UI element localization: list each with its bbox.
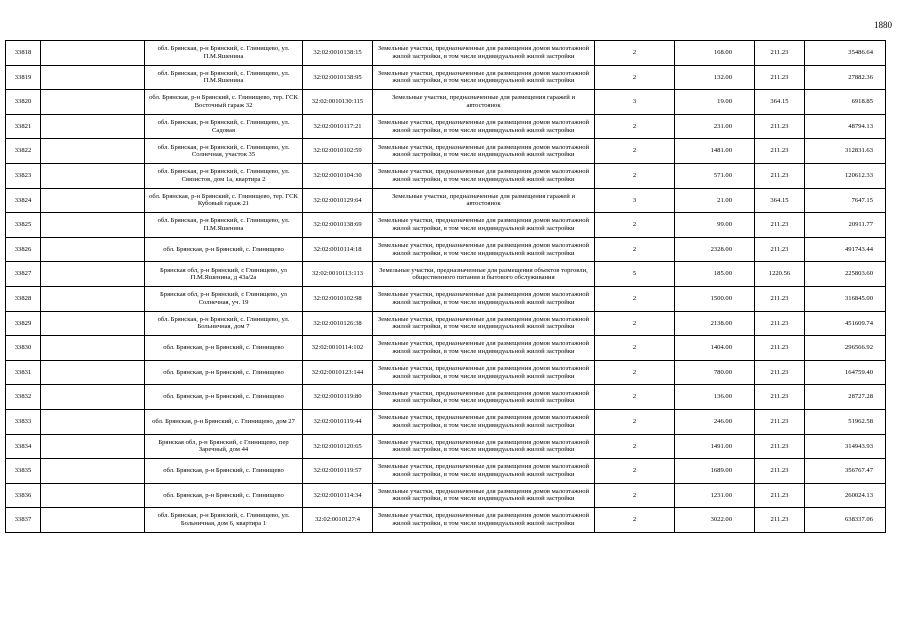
land-use-cell: Земельные участки, предназначенные для размещения гаражей и автостоянок bbox=[373, 90, 595, 115]
row-number: 33827 bbox=[6, 262, 41, 287]
address-cell: обл. Брянская, р-н Брянский, с. Глинищево, ул. Больничная, дом 6, квартира 1 bbox=[145, 508, 303, 533]
rate-cell: 211.23 bbox=[755, 163, 805, 188]
category-code-cell: 2 bbox=[595, 336, 675, 361]
cadastral-number-cell: 32:02:0010102:98 bbox=[303, 286, 373, 311]
land-use-cell: Земельные участки, предназначенные для размещения домов малоэтажной жилой застройки, в том числе индивидуальной жилой застройки bbox=[373, 114, 595, 139]
rate-cell: 211.23 bbox=[755, 459, 805, 484]
category-code-cell: 2 bbox=[595, 360, 675, 385]
row-number: 33831 bbox=[6, 360, 41, 385]
empty-cell bbox=[41, 385, 145, 410]
cadastral-value-cell: 51962.58 bbox=[805, 409, 886, 434]
rate-cell: 211.23 bbox=[755, 385, 805, 410]
address-cell: обл. Брянская, р-н Брянский, с. Глинищево, ул. Больничная, дом 7 bbox=[145, 311, 303, 336]
land-use-cell: Земельные участки, предназначенные для размещения домов малоэтажной жилой застройки, в том числе индивидуальной жилой застройки bbox=[373, 336, 595, 361]
table-row bbox=[6, 139, 886, 164]
rate-cell: 211.23 bbox=[755, 286, 805, 311]
area-cell: 246.00 bbox=[675, 409, 755, 434]
address-cell: обл. Брянская, р-н Брянский, с. Глинищево, ул. П.М.Яшенина bbox=[145, 65, 303, 90]
empty-cell bbox=[41, 360, 145, 385]
cadastral-number-cell: 32:02:0010119:44 bbox=[303, 409, 373, 434]
empty-cell bbox=[41, 508, 145, 533]
area-cell: 2328.00 bbox=[675, 237, 755, 262]
row-number: 33818 bbox=[6, 41, 41, 66]
cadastral-value-cell: 260024.13 bbox=[805, 483, 886, 508]
table-row bbox=[6, 360, 886, 385]
table-row bbox=[6, 483, 886, 508]
area-cell: 571.00 bbox=[675, 163, 755, 188]
cadastral-number-cell: 32:02:0010127:4 bbox=[303, 508, 373, 533]
cadastral-value-cell: 20911.77 bbox=[805, 213, 886, 238]
rate-cell: 211.23 bbox=[755, 311, 805, 336]
rate-cell: 211.23 bbox=[755, 508, 805, 533]
cadastral-value-cell: 312831.63 bbox=[805, 139, 886, 164]
rate-cell: 364.15 bbox=[755, 90, 805, 115]
cadastral-number-cell: 32:02:0010126:38 bbox=[303, 311, 373, 336]
cadastral-number-cell: 32:02:0010113:113 bbox=[303, 262, 373, 287]
area-cell: 1231.00 bbox=[675, 483, 755, 508]
cadastral-value-cell: 296566.92 bbox=[805, 336, 886, 361]
row-number: 33824 bbox=[6, 188, 41, 213]
address-cell: обл. Брянская, р-н Брянский, с. Глинищево bbox=[145, 360, 303, 385]
row-number: 33834 bbox=[6, 434, 41, 459]
category-code-cell: 2 bbox=[595, 114, 675, 139]
empty-cell bbox=[41, 188, 145, 213]
cadastral-value-cell: 638337.06 bbox=[805, 508, 886, 533]
category-code-cell: 2 bbox=[595, 139, 675, 164]
empty-cell bbox=[41, 237, 145, 262]
row-number: 33820 bbox=[6, 90, 41, 115]
category-code-cell: 2 bbox=[595, 409, 675, 434]
rate-cell: 211.23 bbox=[755, 409, 805, 434]
land-use-cell: Земельные участки, предназначенные для размещения домов малоэтажной жилой застройки, в том числе индивидуальной жилой застройки bbox=[373, 139, 595, 164]
land-use-cell: Земельные участки, предназначенные для размещения домов малоэтажной жилой застройки, в том числе индивидуальной жилой застройки bbox=[373, 409, 595, 434]
table-row bbox=[6, 459, 886, 484]
cadastral-number-cell: 32:02:0010138:95 bbox=[303, 65, 373, 90]
area-cell: 1404.00 bbox=[675, 336, 755, 361]
cadastral-number-cell: 32:02:0010119:57 bbox=[303, 459, 373, 484]
cadastral-number-cell: 32:02:0010117:21 bbox=[303, 114, 373, 139]
cadastral-number-cell: 32:02:0010104:30 bbox=[303, 163, 373, 188]
table-row bbox=[6, 286, 886, 311]
cadastral-value-cell: 491743.44 bbox=[805, 237, 886, 262]
category-code-cell: 2 bbox=[595, 213, 675, 238]
cadastral-value-cell: 316845.00 bbox=[805, 286, 886, 311]
cadastral-value-cell: 7647.15 bbox=[805, 188, 886, 213]
table-row bbox=[6, 65, 886, 90]
empty-cell bbox=[41, 262, 145, 287]
category-code-cell: 2 bbox=[595, 237, 675, 262]
category-code-cell: 2 bbox=[595, 385, 675, 410]
empty-cell bbox=[41, 459, 145, 484]
row-number: 33826 bbox=[6, 237, 41, 262]
empty-cell bbox=[41, 483, 145, 508]
category-code-cell: 2 bbox=[595, 41, 675, 66]
row-number: 33836 bbox=[6, 483, 41, 508]
empty-cell bbox=[41, 90, 145, 115]
category-code-cell: 2 bbox=[595, 508, 675, 533]
row-number: 33822 bbox=[6, 139, 41, 164]
rate-cell: 211.23 bbox=[755, 41, 805, 66]
cadastral-number-cell: 32:02:0010120:65 bbox=[303, 434, 373, 459]
cadastral-value-cell: 35486.64 bbox=[805, 41, 886, 66]
cadastral-value-cell: 164759.40 bbox=[805, 360, 886, 385]
area-cell: 1481.00 bbox=[675, 139, 755, 164]
cadastral-value-cell: 27882.36 bbox=[805, 65, 886, 90]
address-cell: обл. Брянская, р-н Брянский, с. Глинищево, ул. Солнечная, участок 35 bbox=[145, 139, 303, 164]
area-cell: 231.00 bbox=[675, 114, 755, 139]
land-use-cell: Земельные участки, предназначенные для размещения домов малоэтажной жилой застройки, в том числе индивидуальной жилой застройки bbox=[373, 459, 595, 484]
row-number: 33832 bbox=[6, 385, 41, 410]
address-cell: обл. Брянская, р-н Брянский, с. Глинищево, ул. Садовая bbox=[145, 114, 303, 139]
cadastral-value-cell: 28727.28 bbox=[805, 385, 886, 410]
rate-cell: 1220.56 bbox=[755, 262, 805, 287]
row-number: 33821 bbox=[6, 114, 41, 139]
table-row bbox=[6, 163, 886, 188]
table-row bbox=[6, 114, 886, 139]
area-cell: 1500.00 bbox=[675, 286, 755, 311]
category-code-cell: 2 bbox=[595, 163, 675, 188]
empty-cell bbox=[41, 213, 145, 238]
category-code-cell: 2 bbox=[595, 434, 675, 459]
cadastral-number-cell: 32:02:0010123:144 bbox=[303, 360, 373, 385]
area-cell: 99.00 bbox=[675, 213, 755, 238]
row-number: 33825 bbox=[6, 213, 41, 238]
cadastral-number-cell: 32:02:0010130:115 bbox=[303, 90, 373, 115]
land-use-cell: Земельные участки, предназначенные для размещения домов малоэтажной жилой застройки, в том числе индивидуальной жилой застройки bbox=[373, 163, 595, 188]
cadastral-value-cell: 120612.33 bbox=[805, 163, 886, 188]
table-row bbox=[6, 311, 886, 336]
empty-cell bbox=[41, 65, 145, 90]
area-cell: 21.00 bbox=[675, 188, 755, 213]
empty-cell bbox=[41, 163, 145, 188]
rate-cell: 211.23 bbox=[755, 114, 805, 139]
land-use-cell: Земельные участки, предназначенные для размещения домов малоэтажной жилой застройки, в том числе индивидуальной жилой застройки bbox=[373, 508, 595, 533]
cadastral-value-cell: 451609.74 bbox=[805, 311, 886, 336]
address-cell: обл. Брянская, р-н Брянский, с. Глинищево, ул. Связистов, дом 1а, квартира 2 bbox=[145, 163, 303, 188]
rate-cell: 211.23 bbox=[755, 483, 805, 508]
table-row bbox=[6, 188, 886, 213]
row-number: 33830 bbox=[6, 336, 41, 361]
empty-cell bbox=[41, 41, 145, 66]
table-row bbox=[6, 409, 886, 434]
rate-cell: 211.23 bbox=[755, 237, 805, 262]
cadastral-number-cell: 32:02:0010114:102 bbox=[303, 336, 373, 361]
page-number: 1880 bbox=[874, 20, 892, 30]
address-cell: обл. Брянская, р-н Брянский, с. Глинищево bbox=[145, 237, 303, 262]
land-use-cell: Земельные участки, предназначенные для размещения домов малоэтажной жилой застройки, в том числе индивидуальной жилой застройки bbox=[373, 237, 595, 262]
empty-cell bbox=[41, 114, 145, 139]
cadastral-number-cell: 32:02:0010138:15 bbox=[303, 41, 373, 66]
cadastral-number-cell: 32:02:0010114:18 bbox=[303, 237, 373, 262]
area-cell: 1689.00 bbox=[675, 459, 755, 484]
area-cell: 185.00 bbox=[675, 262, 755, 287]
table-row bbox=[6, 434, 886, 459]
address-cell: обл. Брянская, р-н Брянский, с. Глинищево, ул. П.М.Яшенина bbox=[145, 213, 303, 238]
row-number: 33819 bbox=[6, 65, 41, 90]
category-code-cell: 2 bbox=[595, 459, 675, 484]
cadastral-number-cell: 32:02:0010119:80 bbox=[303, 385, 373, 410]
category-code-cell: 2 bbox=[595, 65, 675, 90]
cadastral-value-cell: 356767.47 bbox=[805, 459, 886, 484]
area-cell: 3022.00 bbox=[675, 508, 755, 533]
address-cell: обл. Брянская, р-н Брянский, с. Глинищево bbox=[145, 459, 303, 484]
land-use-cell: Земельные участки, предназначенные для размещения домов малоэтажной жилой застройки, в том числе индивидуальной жилой застройки bbox=[373, 65, 595, 90]
category-code-cell: 2 bbox=[595, 286, 675, 311]
row-number: 33833 bbox=[6, 409, 41, 434]
rate-cell: 211.23 bbox=[755, 434, 805, 459]
empty-cell bbox=[41, 286, 145, 311]
land-use-cell: Земельные участки, предназначенные для размещения домов малоэтажной жилой застройки, в том числе индивидуальной жилой застройки bbox=[373, 385, 595, 410]
land-registry-table bbox=[5, 40, 886, 533]
table-row bbox=[6, 385, 886, 410]
rate-cell: 211.23 bbox=[755, 65, 805, 90]
cadastral-number-cell: 32:02:0010138:69 bbox=[303, 213, 373, 238]
address-cell: Брянская обл, р-н Брянский, с Глинищево, ул Солнечная, уч. 19 bbox=[145, 286, 303, 311]
table-row bbox=[6, 90, 886, 115]
area-cell: 19.00 bbox=[675, 90, 755, 115]
empty-cell bbox=[41, 336, 145, 361]
address-cell: Брянская обл, р-н Брянский, с Глинищево, ул П.М.Яшенина, д 43а/2а bbox=[145, 262, 303, 287]
cadastral-number-cell: 32:02:0010102:59 bbox=[303, 139, 373, 164]
rate-cell: 364.15 bbox=[755, 188, 805, 213]
empty-cell bbox=[41, 139, 145, 164]
land-use-cell: Земельные участки, предназначенные для размещения домов малоэтажной жилой застройки, в том числе индивидуальной жилой застройки bbox=[373, 483, 595, 508]
rate-cell: 211.23 bbox=[755, 360, 805, 385]
address-cell: обл. Брянская, р-н Брянский, с. Глинищево, тер. ГСК Восточный гараж 32 bbox=[145, 90, 303, 115]
category-code-cell: 3 bbox=[595, 188, 675, 213]
area-cell: 2138.00 bbox=[675, 311, 755, 336]
address-cell: Брянская обл, р-н Брянский, с Глинищево, пер Заречный, дом 44 bbox=[145, 434, 303, 459]
area-cell: 780.00 bbox=[675, 360, 755, 385]
address-cell: обл. Брянская, р-н Брянский, с. Глинищево, ул. П.М.Яшенина bbox=[145, 41, 303, 66]
cadastral-value-cell: 225803.60 bbox=[805, 262, 886, 287]
row-number: 33837 bbox=[6, 508, 41, 533]
row-number: 33823 bbox=[6, 163, 41, 188]
table-row bbox=[6, 237, 886, 262]
address-cell: обл. Брянская, р-н Брянский, с. Глинищево bbox=[145, 483, 303, 508]
rate-cell: 211.23 bbox=[755, 213, 805, 238]
land-use-cell: Земельные участки, предназначенные для размещения домов малоэтажной жилой застройки, в том числе индивидуальной жилой застройки bbox=[373, 311, 595, 336]
row-number: 33829 bbox=[6, 311, 41, 336]
category-code-cell: 5 bbox=[595, 262, 675, 287]
row-number: 33835 bbox=[6, 459, 41, 484]
land-use-cell: Земельные участки, предназначенные для размещения объектов торговли, общественного питания и бытового обслуживания bbox=[373, 262, 595, 287]
land-use-cell: Земельные участки, предназначенные для размещения домов малоэтажной жилой застройки, в том числе индивидуальной жилой застройки bbox=[373, 213, 595, 238]
cadastral-number-cell: 32:02:0010129:64 bbox=[303, 188, 373, 213]
table-row bbox=[6, 336, 886, 361]
empty-cell bbox=[41, 434, 145, 459]
cadastral-value-cell: 48794.13 bbox=[805, 114, 886, 139]
empty-cell bbox=[41, 311, 145, 336]
land-use-cell: Земельные участки, предназначенные для размещения гаражей и автостоянок bbox=[373, 188, 595, 213]
cadastral-value-cell: 314943.93 bbox=[805, 434, 886, 459]
address-cell: обл. Брянская, р-н Брянский, с. Глинищево bbox=[145, 336, 303, 361]
category-code-cell: 2 bbox=[595, 483, 675, 508]
land-use-cell: Земельные участки, предназначенные для размещения домов малоэтажной жилой застройки, в том числе индивидуальной жилой застройки bbox=[373, 434, 595, 459]
row-number: 33828 bbox=[6, 286, 41, 311]
area-cell: 132.00 bbox=[675, 65, 755, 90]
land-use-cell: Земельные участки, предназначенные для размещения домов малоэтажной жилой застройки, в том числе индивидуальной жилой застройки bbox=[373, 360, 595, 385]
rate-cell: 211.23 bbox=[755, 139, 805, 164]
table-row bbox=[6, 41, 886, 66]
land-use-cell: Земельные участки, предназначенные для размещения домов малоэтажной жилой застройки, в том числе индивидуальной жилой застройки bbox=[373, 286, 595, 311]
address-cell: обл. Брянская, р-н Брянский, с. Глинищево, тер. ГСК Кубовый гараж 21 bbox=[145, 188, 303, 213]
area-cell: 1491.00 bbox=[675, 434, 755, 459]
category-code-cell: 2 bbox=[595, 311, 675, 336]
category-code-cell: 3 bbox=[595, 90, 675, 115]
area-cell: 168.00 bbox=[675, 41, 755, 66]
land-use-cell: Земельные участки, предназначенные для размещения домов малоэтажной жилой застройки, в том числе индивидуальной жилой застройки bbox=[373, 41, 595, 66]
cadastral-value-cell: 6918.85 bbox=[805, 90, 886, 115]
cadastral-number-cell: 32:02:0010114:34 bbox=[303, 483, 373, 508]
address-cell: обл. Брянская, р-н Брянский, с. Глинищево, дом 27 bbox=[145, 409, 303, 434]
rate-cell: 211.23 bbox=[755, 336, 805, 361]
area-cell: 136.00 bbox=[675, 385, 755, 410]
table-row bbox=[6, 508, 886, 533]
empty-cell bbox=[41, 409, 145, 434]
table-row bbox=[6, 213, 886, 238]
address-cell: обл. Брянская, р-н Брянский, с. Глинищево bbox=[145, 385, 303, 410]
table-row bbox=[6, 262, 886, 287]
